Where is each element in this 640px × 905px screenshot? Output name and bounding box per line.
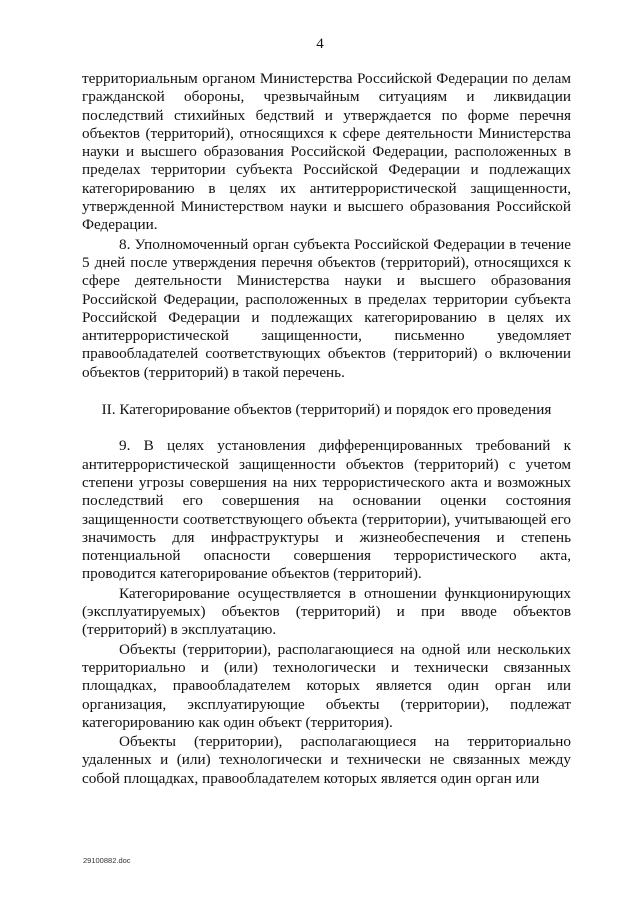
section-heading: II. Категорирование объектов (территорий) и порядок его проведения — [101, 401, 552, 419]
paragraph-categorization-scope: Категорирование осуществляется в отношении функционирующих (эксплуатируемых) объектов (территорий) и при вводе объектов (территорий) в эксплуатацию. — [82, 584, 571, 639]
paragraph-continuation: территориальным органом Министерства Российской Федерации по делам гражданской обороны, чрезвычайным ситуациям и ликвидации последствий стихийных бедствий и утверждается по форме перечня объектов (территорий), относящихся к сфере деятельности Министерства науки и высшего образования Российской Федерации, расположенных в пределах территории субъекта Российской Федерации и подлежащих категорированию в целях их антитеррористической защищенности, утвержденной Министерством науки и высшего образования Российской Федерации. — [82, 70, 571, 234]
paragraph-single-object: Объекты (территории), располагающиеся на одной или нескольких территориально и (или) технологически и технически связанных площадках, правообладателем которых является один орган или организация, эксплуатирующие объекты (территории), подлежат категорированию как один объект (территория). — [82, 640, 571, 731]
footer-file-id: 29100882.doc — [83, 856, 131, 865]
page-number: 4 — [316, 36, 324, 52]
document-body — [82, 70, 571, 788]
paragraph-remote-sites: Объекты (территории), располагающиеся на территориально удаленных и (или) технологически и технически не связанных между собой площадках, правообладателем которых является один орган или — [82, 733, 571, 787]
paragraph-item-8: 8. Уполномоченный орган субъекта Российской Федерации в течение 5 дней после утверждения перечня объектов (территорий), относящихся к сфере деятельности Министерства науки и высшего образования Российской Федерации, расположенных в пределах территории субъекта Российской Федерации и подлежащих категорированию в целях их антитеррористической защищенности, письменно уведомляет правообладателей соответствующих объектов (территорий) о включении объектов (территорий) в такой перечень. — [82, 235, 571, 381]
paragraph-item-9: 9. В целях установления дифференцированных требований к антитеррористической защищенности объектов (территорий) с учетом степени угрозы совершения на них террористического акта и возможных последствий его совершения на основании оценки состояния защищенности соответствующего объекта (территории), учитывающей его значимость для инфраструктуры и жизнеобеспечения и степень потенциальной опасности совершения террористического акта, проводится категорирование объектов (территорий). — [82, 437, 571, 583]
